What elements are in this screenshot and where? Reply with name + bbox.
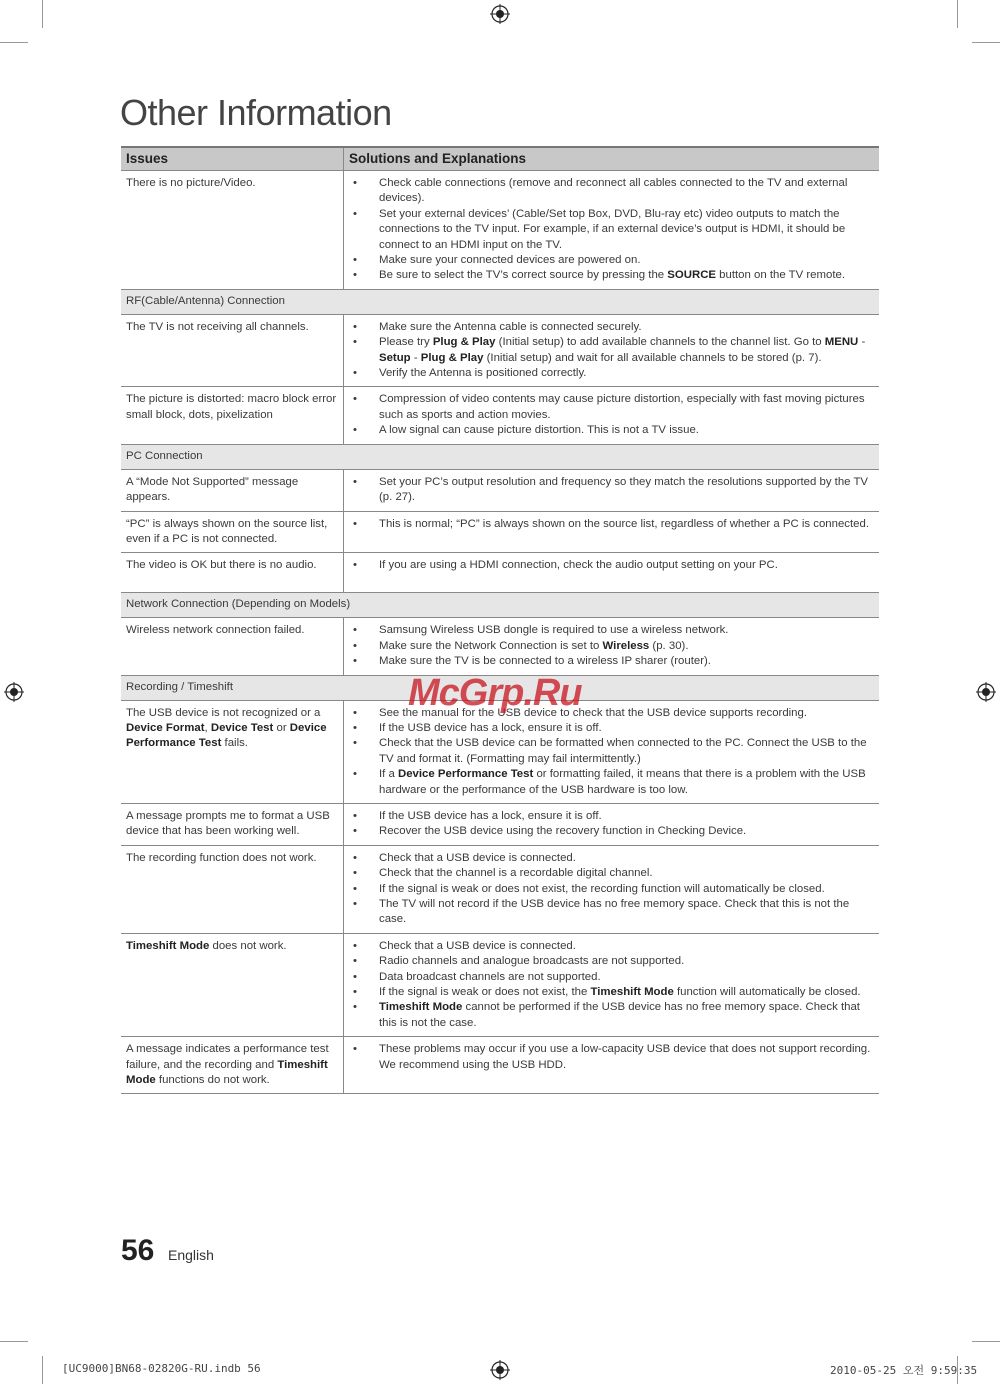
- solution-item: • If the signal is weak or does not exist, the Timeshift Mode function will automatically be closed.: [375, 985, 875, 1000]
- solution-item: • This is normal; “PC” is always shown on the source list, regardless of whether a PC is connected.: [375, 517, 875, 532]
- crop-mark: [957, 0, 958, 28]
- solution-item: • Data broadcast channels are not supported.: [375, 970, 875, 985]
- solution-item: • If the USB device has a lock, ensure it is off.: [375, 721, 875, 736]
- table-row: [121, 171, 879, 290]
- issue-cell: The recording function does not work.: [121, 845, 344, 933]
- issue-cell: The TV is not receiving all channels.: [121, 314, 344, 387]
- solution-item: • Make sure your connected devices are powered on.: [375, 253, 875, 268]
- troubleshooting-table: [121, 146, 879, 1094]
- solution-cell: [344, 469, 880, 511]
- section-title: RF(Cable/Antenna) Connection: [121, 289, 879, 314]
- table-header-row: [121, 147, 879, 171]
- issue-cell: The picture is distorted: macro block error small block, dots, pixelization: [121, 387, 344, 444]
- solution-item: • Please try Plug & Play (Initial setup) to add available channels to the channel list. Go to MENU - Setup - Plug & Play (Initial setup) and wait for all available channels to be stored (p. 7).: [375, 335, 875, 366]
- issue-cell: The video is OK but there is no audio.: [121, 553, 344, 593]
- solution-cell: [344, 933, 880, 1036]
- solution-cell: [344, 511, 880, 553]
- solution-item: • Set your external devices’ (Cable/Set top Box, DVD, Blu-ray etc) video outputs to match the connections to the TV input. For example, if an external device’s output is HDMI, it should be connect to an HDMI input on the TV.: [375, 207, 875, 253]
- solution-cell: [344, 618, 880, 675]
- table-row: [121, 933, 879, 1036]
- table-row: [121, 700, 879, 803]
- table-row: [121, 1037, 879, 1094]
- solution-item: • Make sure the TV is be connected to a wireless IP sharer (router).: [375, 654, 875, 669]
- solution-cell: [344, 553, 880, 593]
- section-row: [121, 444, 879, 469]
- issue-cell: There is no picture/Video.: [121, 171, 344, 290]
- solution-item: • Samsung Wireless USB dongle is required to use a wireless network.: [375, 623, 875, 638]
- solution-item: • If the USB device has a lock, ensure it is off.: [375, 809, 875, 824]
- table-row: [121, 314, 879, 387]
- issue-cell: A message prompts me to format a USB device that has been working well.: [121, 803, 344, 845]
- solution-item: • Check cable connections (remove and reconnect all cables connected to the TV and external devices).: [375, 176, 875, 207]
- crop-mark: [42, 1356, 43, 1384]
- solution-cell: [344, 1037, 880, 1094]
- registration-mark-icon: [976, 682, 996, 702]
- watermark: McGrp.Ru: [408, 672, 582, 714]
- solution-item: • If the signal is weak or does not exist, the recording function will automatically be closed.: [375, 882, 875, 897]
- section-title: PC Connection: [121, 444, 879, 469]
- solution-item: • Be sure to select the TV’s correct source by pressing the SOURCE button on the TV remote.: [375, 268, 875, 283]
- issue-cell: A “Mode Not Supported” message appears.: [121, 469, 344, 511]
- solution-cell: [344, 700, 880, 803]
- solutions-header: Solutions and Explanations: [344, 147, 880, 171]
- crop-mark: [972, 42, 1000, 43]
- issue-cell: Wireless network connection failed.: [121, 618, 344, 675]
- table-row: [121, 553, 879, 593]
- solution-item: • A low signal can cause picture distortion. This is not a TV issue.: [375, 423, 875, 438]
- crop-mark: [42, 0, 43, 28]
- solution-item: • Check that the channel is a recordable digital channel.: [375, 866, 875, 881]
- table-row: [121, 511, 879, 553]
- solution-item: • The TV will not record if the USB device has no free memory space. Check that this is not the case.: [375, 897, 875, 928]
- solution-item: • Radio channels and analogue broadcasts are not supported.: [375, 954, 875, 969]
- section-row: [121, 593, 879, 618]
- solution-cell: [344, 803, 880, 845]
- solution-cell: [344, 171, 880, 290]
- page-title: Other Information: [120, 92, 392, 133]
- issue-cell: Timeshift Mode does not work.: [121, 933, 344, 1036]
- solution-item: • Make sure the Antenna cable is connected securely.: [375, 320, 875, 335]
- solution-item: • Compression of video contents may cause picture distortion, especially with fast moving pictures such as sports and action movies.: [375, 392, 875, 423]
- table-row: [121, 618, 879, 675]
- issue-cell: The USB device is not recognized or a Device Format, Device Test or Device Performance Test fails.: [121, 700, 344, 803]
- issues-header: Issues: [121, 147, 344, 171]
- issue-cell: A message indicates a performance test failure, and the recording and Timeshift Mode functions do not work.: [121, 1037, 344, 1094]
- solution-cell: [344, 387, 880, 444]
- solution-cell: [344, 314, 880, 387]
- page-number: 56: [121, 1234, 155, 1267]
- footer-timestamp: 2010-05-25 오전 9:59:35: [830, 1364, 978, 1377]
- table-row: [121, 845, 879, 933]
- solution-item: • Recover the USB device using the recovery function in Checking Device.: [375, 824, 875, 839]
- solution-item: • Check that a USB device is connected.: [375, 939, 875, 954]
- table-row: [121, 469, 879, 511]
- solution-item: • Verify the Antenna is positioned correctly.: [375, 366, 875, 381]
- crop-mark: [972, 1341, 1000, 1342]
- issue-cell: “PC” is always shown on the source list, even if a PC is not connected.: [121, 511, 344, 553]
- section-row: [121, 675, 879, 700]
- table-row: [121, 803, 879, 845]
- solution-item: • Set your PC’s output resolution and frequency so they match the resolutions supported by the TV (p. 27).: [375, 475, 875, 506]
- section-title: Network Connection (Depending on Models): [121, 593, 879, 618]
- solution-item: • If a Device Performance Test or formatting failed, it means that there is a problem with the USB hardware or the performance of the USB hardware is too low.: [375, 767, 875, 798]
- registration-mark-icon: [490, 1360, 510, 1380]
- solution-item: • Timeshift Mode cannot be performed if the USB device has no free memory space. Check that this is not the case.: [375, 1000, 875, 1031]
- solution-cell: [344, 845, 880, 933]
- solution-item: • Check that the USB device can be formatted when connected to the PC. Connect the USB to the TV and format it. (Formatting may fail intermittently.): [375, 736, 875, 767]
- crop-mark: [0, 42, 28, 43]
- solution-item: • These problems may occur if you use a low-capacity USB device that does not support recording. We recommend using the USB HDD.: [375, 1042, 875, 1073]
- registration-mark-icon: [490, 4, 510, 24]
- solution-item: • Make sure the Network Connection is set to Wireless (p. 30).: [375, 639, 875, 654]
- page-language: English: [168, 1247, 214, 1263]
- crop-mark: [0, 1341, 28, 1342]
- solution-item: • If you are using a HDMI connection, check the audio output setting on your PC.: [375, 558, 875, 573]
- section-title: Recording / Timeshift: [121, 675, 879, 700]
- table-row: [121, 387, 879, 444]
- solution-item: • See the manual for the USB device to check that the USB device supports recording.: [375, 706, 875, 721]
- footer-file: [UC9000]BN68-02820G-RU.indb 56: [62, 1362, 261, 1375]
- section-row: [121, 289, 879, 314]
- solution-item: • Check that a USB device is connected.: [375, 851, 875, 866]
- registration-mark-icon: [4, 682, 24, 702]
